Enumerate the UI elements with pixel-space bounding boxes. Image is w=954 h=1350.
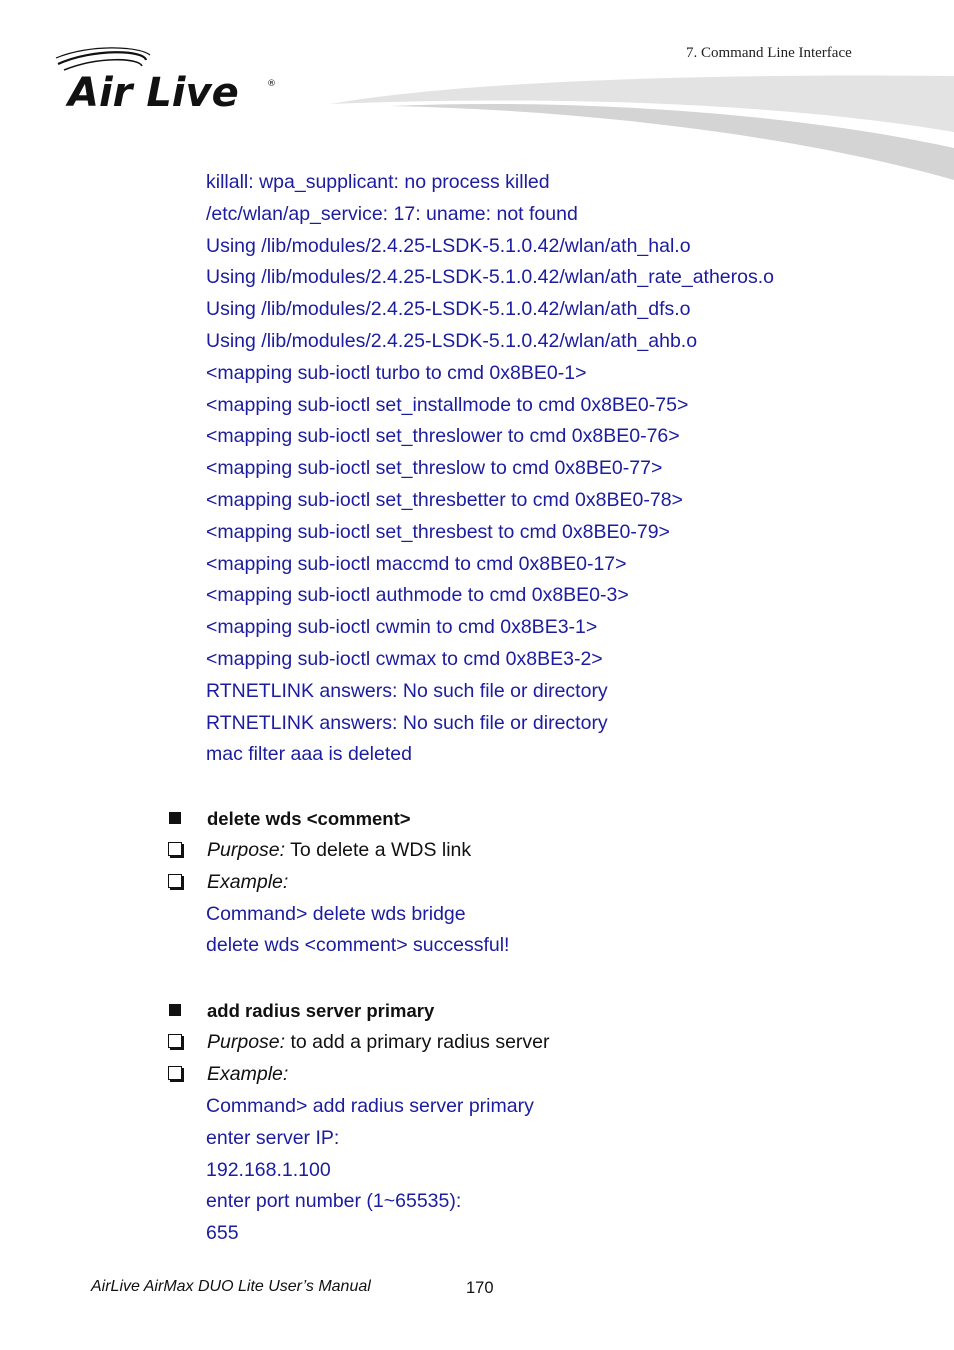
svg-text:Air Live: Air Live <box>68 70 239 116</box>
purpose-text: to add a primary radius server <box>285 1031 550 1053</box>
checkbox-bullet-icon <box>168 842 182 856</box>
section-bullet-icon <box>169 812 181 824</box>
log-line: <mapping sub-ioctl set_installmode to cmd 0x8BE0-75> <box>206 393 689 416</box>
example-output-line: delete wds <comment> successful! <box>206 934 510 956</box>
example-label: Example: <box>207 871 289 893</box>
log-line: mac filter aaa is deleted <box>206 743 412 766</box>
log-line: <mapping sub-ioctl cwmax to cmd 0x8BE3-2> <box>206 648 603 670</box>
section-title: add radius server primary <box>207 1000 435 1021</box>
purpose-text: To delete a WDS link <box>285 839 472 861</box>
svg-text:®: ® <box>267 79 276 89</box>
example-output-line: Command> delete wds bridge <box>206 903 466 925</box>
log-line: Using /lib/modules/2.4.25-LSDK-5.1.0.42/wlan/ath_hal.o <box>206 234 691 257</box>
log-line: <mapping sub-ioctl authmode to cmd 0x8BE0-3> <box>206 584 629 607</box>
example-output-line: enter port number (1~65535): <box>206 1190 462 1212</box>
example-label: Example: <box>207 1063 289 1085</box>
log-line: RTNETLINK answers: No such file or directory <box>206 711 608 734</box>
example-output-line: 655 <box>206 1222 239 1244</box>
example-line <box>207 871 288 893</box>
example-output-line: Command> add radius server primary <box>206 1095 534 1117</box>
airlive-logo <box>54 46 284 116</box>
log-line: <mapping sub-ioctl cwmin to cmd 0x8BE3-1> <box>206 616 598 639</box>
section-bullet-icon <box>169 1004 181 1016</box>
log-line: RTNETLINK answers: No such file or directory <box>206 679 608 702</box>
purpose-label: Purpose: <box>207 1031 286 1053</box>
log-line: <mapping sub-ioctl maccmd to cmd 0x8BE0-17> <box>206 552 627 575</box>
log-line: <mapping sub-ioctl set_thresbetter to cmd 0x8BE0-78> <box>206 489 683 511</box>
log-line: <mapping sub-ioctl set_thresbest to cmd 0x8BE0-79> <box>206 520 670 543</box>
checkbox-bullet-icon <box>168 1034 182 1048</box>
example-output-line: 192.168.1.100 <box>206 1159 331 1181</box>
log-line: /etc/wlan/ap_service: 17: uname: not found <box>206 202 578 225</box>
purpose-line <box>207 1031 550 1053</box>
log-line: <mapping sub-ioctl set_threslower to cmd 0x8BE0-76> <box>206 425 680 448</box>
page-number: 170 <box>466 1279 494 1297</box>
manual-title: AirLive AirMax DUO Lite User’s Manual <box>91 1278 371 1295</box>
purpose-line <box>207 839 471 861</box>
log-line: killall: wpa_supplicant: no process killed <box>206 171 550 193</box>
purpose-label: Purpose: <box>207 839 286 861</box>
checkbox-bullet-icon <box>168 1066 182 1080</box>
log-line: Using /lib/modules/2.4.25-LSDK-5.1.0.42/wlan/ath_rate_atheros.o <box>206 266 775 289</box>
example-output-line: enter server IP: <box>206 1127 340 1149</box>
log-line: <mapping sub-ioctl turbo to cmd 0x8BE0-1> <box>206 361 587 384</box>
section-title: delete wds <comment> <box>207 808 411 829</box>
log-line: <mapping sub-ioctl set_threslow to cmd 0x8BE0-77> <box>206 457 663 480</box>
log-line: Using /lib/modules/2.4.25-LSDK-5.1.0.42/wlan/ath_ahb.o <box>206 330 698 352</box>
chapter-title: 7. Command Line Interface <box>686 45 852 61</box>
example-line <box>207 1063 288 1085</box>
log-line: Using /lib/modules/2.4.25-LSDK-5.1.0.42/wlan/ath_dfs.o <box>206 298 691 321</box>
checkbox-bullet-icon <box>168 874 182 888</box>
